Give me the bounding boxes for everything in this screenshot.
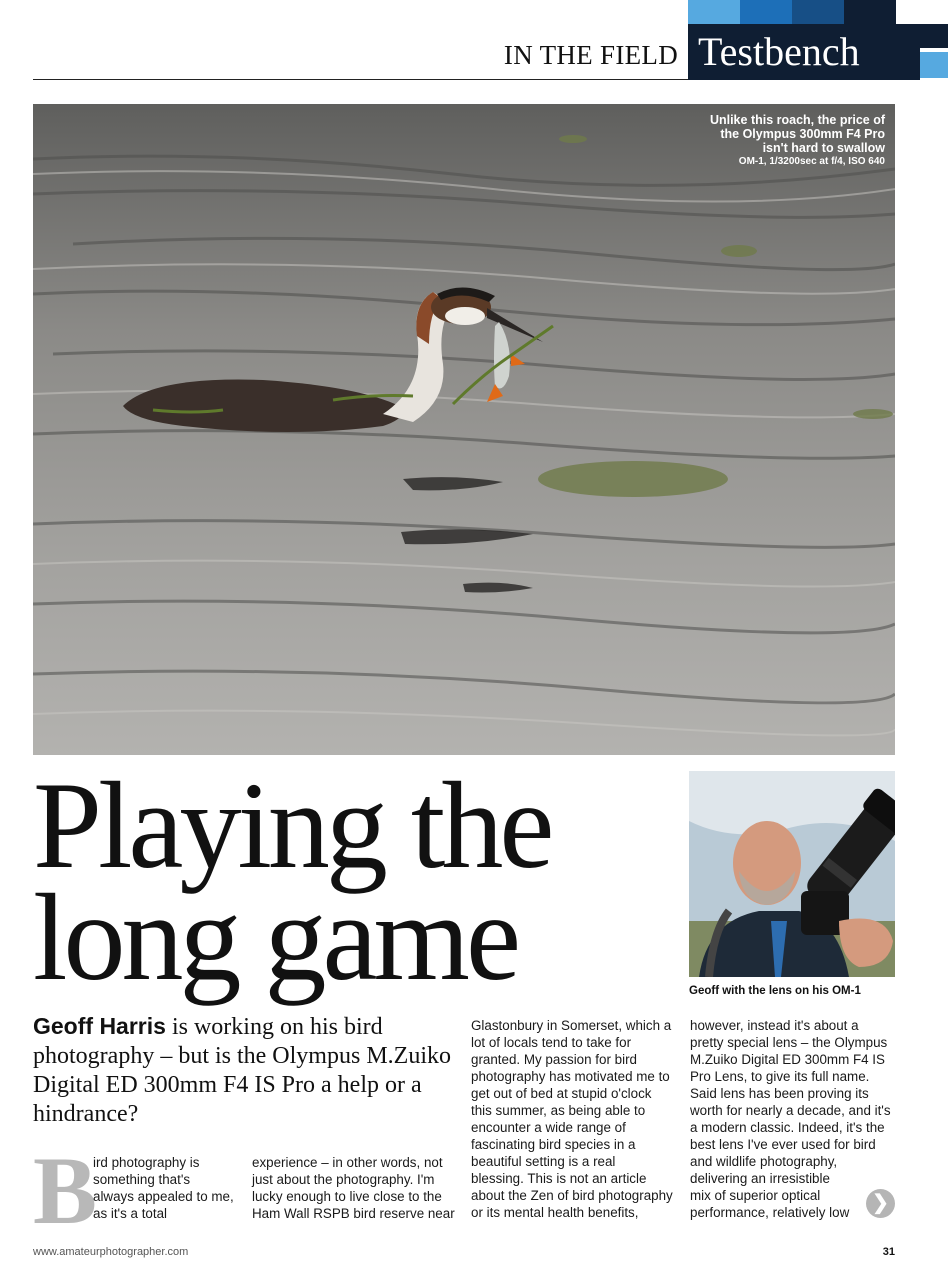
body-text-line: granted. My passion for bird xyxy=(471,1052,637,1067)
hero-caption-line: the Olympus 300mm F4 Pro xyxy=(720,127,885,141)
body-text-line: lucky enough to live close to the xyxy=(252,1189,442,1204)
body-text-line: a modern classic. Indeed, it's the xyxy=(690,1120,885,1135)
series-title: Testbench xyxy=(698,29,860,74)
body-text-line: Pro Lens, to give its full name. xyxy=(690,1069,870,1084)
body-text-line: performance, relatively low xyxy=(690,1205,850,1220)
standfirst-text: is working on his bird photography – but is the Olympus M.Zuiko Digital ED 300mm F4 IS Pro a help or a hindrance? xyxy=(33,1014,451,1127)
headline-line: long game xyxy=(33,869,517,1006)
body-text-line: something that's xyxy=(93,1172,191,1187)
body-text-line: blessing. This is not an article xyxy=(471,1171,647,1186)
hero-caption-line: Unlike this roach, the price of xyxy=(709,113,885,127)
body-text-line: Ham Wall RSPB bird reserve near xyxy=(252,1206,455,1221)
author-portrait-photo xyxy=(689,771,895,977)
body-text-line: this summer, as being able to xyxy=(471,1103,646,1118)
body-text-line: worth for nearly a decade, and it's xyxy=(690,1103,891,1118)
body-text-line: M.Zuiko Digital ED 300mm F4 IS xyxy=(690,1052,885,1067)
hero-caption xyxy=(710,113,885,169)
body-text-line: get out of bed at stupid o'clock xyxy=(471,1086,652,1101)
body-text-line: Glastonbury in Somerset, which a xyxy=(471,1018,672,1033)
body-text-line: experience – in other words, not xyxy=(252,1155,443,1170)
body-text-line: mix of superior optical xyxy=(690,1188,821,1203)
body-text-line: Said lens has been proving its xyxy=(690,1086,869,1101)
section-label: IN THE FIELD xyxy=(503,40,678,70)
body-text-line: ird photography is xyxy=(93,1155,200,1170)
body-text-line: about the Zen of bird photography xyxy=(471,1188,673,1203)
headline xyxy=(33,757,683,1006)
body-text-line: beautiful setting is a real xyxy=(471,1154,616,1169)
body-text-line: always appealed to me, xyxy=(93,1189,234,1204)
drop-cap: B xyxy=(33,1137,98,1244)
hero-photo xyxy=(33,104,895,755)
grebe-photo-illustration xyxy=(33,104,895,755)
body-text-line: fascinating bird species in a xyxy=(471,1137,636,1152)
body-column-2 xyxy=(252,1154,464,1222)
body-text-line: photography has motivated me to xyxy=(471,1069,670,1084)
body-column-4 xyxy=(690,1017,902,1221)
standfirst xyxy=(33,1012,463,1129)
body-text-line: pretty special lens – the Olympus xyxy=(690,1035,888,1050)
series-badge xyxy=(688,24,920,80)
body-text-line: lot of locals tend to take for xyxy=(471,1035,632,1050)
body-column-3 xyxy=(471,1017,683,1221)
continue-arrow-icon: ❯ xyxy=(866,1189,895,1218)
body-text-line: best lens I've ever used for bird xyxy=(690,1137,876,1152)
headline-line: Playing the xyxy=(33,757,551,894)
body-text-line: just about the photography. I'm xyxy=(252,1172,435,1187)
hero-caption-exif: OM-1, 1/3200sec at f/4, ISO 640 xyxy=(738,156,885,167)
page-number: 31 xyxy=(882,1246,895,1258)
body-text-line: and wildlife photography, xyxy=(690,1154,838,1169)
hero-caption-line: isn't hard to swallow xyxy=(762,141,885,155)
body-text-line: as it's a total xyxy=(93,1206,168,1221)
body-text-line: or its mental health benefits, xyxy=(471,1205,639,1220)
footer-url: www.amateurphotographer.com xyxy=(33,1246,189,1258)
body-column-1 xyxy=(93,1154,243,1222)
body-text-line: encounter a wide range of xyxy=(471,1120,626,1135)
body-text-line: however, instead it's about a xyxy=(690,1018,859,1033)
header-rule xyxy=(33,79,688,80)
portrait-caption: Geoff with the lens on his OM-1 xyxy=(689,985,861,997)
body-text-line: delivering an irresistible xyxy=(690,1171,830,1186)
portrait-illustration xyxy=(689,771,895,977)
author-name: Geoff Harris xyxy=(33,1013,166,1039)
